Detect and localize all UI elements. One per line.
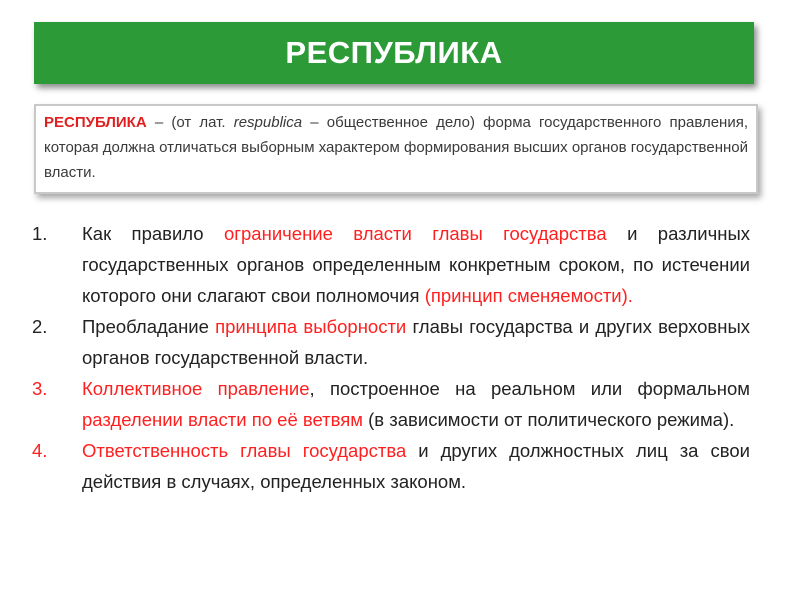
list-item-highlight: Коллективное правление [82,378,310,399]
list-item [32,373,750,435]
definition-text-part2: – общественное дело) форма государственного правления, которая должна отличаться выборным характером формирования высших органов государственной власти. [44,114,749,181]
list-item-number: 1. [32,223,48,244]
list-item-highlight: разделении власти по её ветвям [82,409,363,430]
principles-list [32,218,750,497]
definition-text-part1: – (от лат. [146,114,234,131]
list-item-text: и различных государственных органов определенным конкретным сроком, по истечении которого они слагают свои полномочия [82,223,750,306]
list-item-text: и других должностных лиц за свои действия в случаях, определенных законом. [82,440,750,492]
title-banner [34,22,754,84]
list-item [32,435,750,497]
list-item-text: Как правило [82,223,224,244]
definition-term: РЕСПУБЛИКА [44,114,147,131]
list-item-highlight: (принцип сменяемости). [424,285,633,306]
list-item-number: 4. [32,440,48,461]
page-title: РЕСПУБЛИКА [285,35,503,70]
list-item-text: главы государства и других верховных органов государственной власти. [82,316,750,368]
definition-box [34,104,758,194]
list-item-number: 2. [32,316,48,337]
definition-latin-word: respublica [233,114,303,131]
list-item-number: 3. [32,378,48,399]
list-item-text: (в зависимости от политического режима). [363,409,735,430]
list-item-text: , построенное на реальном или формальном [309,378,750,399]
list-item-highlight: ограничение власти главы государства [223,223,607,244]
list-item-highlight: принципа выборности [215,316,407,337]
list-item-text: Преобладание [82,316,216,337]
list-item [32,311,750,373]
list-item [32,218,750,311]
list-item-highlight: Ответственность главы государства [82,440,407,461]
